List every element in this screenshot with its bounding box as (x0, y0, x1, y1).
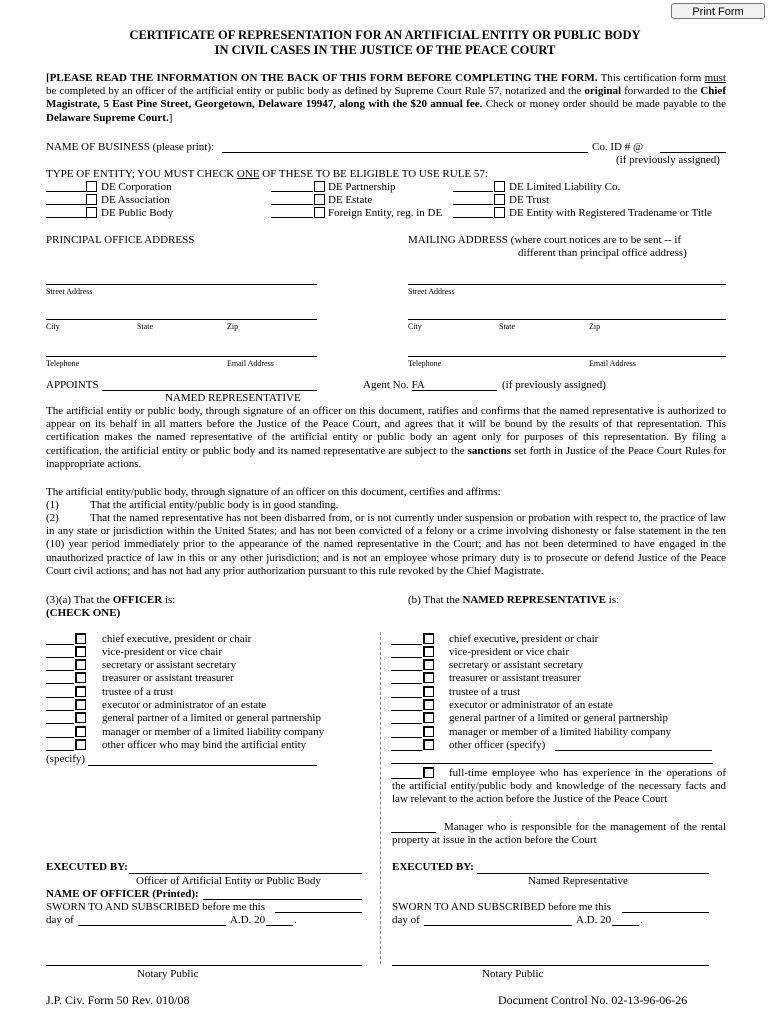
officer-checkbox[interactable] (75, 726, 86, 737)
officer-option-label: vice-president or vice chair (102, 646, 223, 658)
ad-right-label: A.D. 20 (576, 914, 612, 926)
business-name-label: NAME OF BUSINESS (please print): (46, 141, 215, 153)
entity-option-label: DE Partnership (328, 181, 396, 193)
period-left: . (294, 914, 297, 926)
officer-checkbox[interactable] (75, 659, 86, 670)
officer-option-label: executor or administrator of an estate (102, 699, 267, 711)
checkbox-de-estate[interactable] (314, 194, 325, 205)
name-of-officer-label: NAME OF OFFICER (Printed): (46, 888, 199, 900)
officer-option-label: manager or member of a limited liability company (102, 726, 325, 738)
company-id-label: Co. ID # @ (592, 141, 644, 153)
entity-option-label: DE Estate (328, 194, 373, 206)
checkbox-de-tradename[interactable] (494, 207, 505, 218)
period-right: . (640, 914, 643, 926)
officer-checkbox[interactable] (75, 672, 86, 683)
document-control-number: Document Control No. 02-13-96-06-26 (498, 993, 688, 1007)
instructions-paragraph: [PLEASE READ THE INFORMATION ON THE BACK OF THIS FORM BEFORE COMPLETING THE FORM. This certification form must be completed by an officer of the artificial entity or public body as defined by Supreme Court Rule 57, notarized and the original forwarded to the Chief Magistrate, 5 East Pine Street, Georgetown, Delaware 19947, along with the $20 annual fee. Check or money order should be made payable to the Delaware Supreme Court.] (46, 72, 726, 124)
company-id-field[interactable] (660, 152, 726, 153)
officer-option-label: chief executive, president or chair (102, 633, 252, 645)
notary-left-signature-field[interactable] (46, 965, 362, 966)
principal-office-heading: PRINCIPAL OFFICE ADDRESS (46, 234, 195, 246)
sworn-left-day-field[interactable] (275, 912, 362, 913)
notary-left-label: Notary Public (137, 968, 199, 980)
certify-1-text: That the artificial entity/public body is in good standing. (90, 499, 339, 511)
representative-specify-field[interactable] (555, 750, 712, 751)
month-right-field[interactable] (424, 925, 572, 926)
principal-city-label: City (46, 322, 60, 331)
ad-left-label: A.D. 20 (230, 914, 266, 926)
entity-option-label: DE Corporation (101, 181, 172, 193)
entity-option-label: Foreign Entity, reg. in DE (328, 207, 443, 219)
representative-checkbox[interactable] (423, 739, 434, 750)
checkbox-de-trust[interactable] (494, 194, 505, 205)
representative-option-label: trustee of a trust (449, 686, 521, 698)
print-form-button[interactable]: Print Form (671, 3, 765, 19)
mailing-address-note: different than principal office address) (518, 247, 687, 259)
representative-specify-field-2[interactable] (391, 763, 713, 764)
year-right-field[interactable] (612, 925, 639, 926)
certify-2-number: (2) (46, 512, 59, 524)
representative-heading: (b) That the NAMED REPRESENTATIVE is: (408, 594, 620, 606)
notary-right-label: Notary Public (482, 968, 544, 980)
column-divider (380, 632, 381, 964)
principal-email-label: Email Address (227, 359, 274, 368)
representative-option-label: general partner of a limited or general partnership (449, 712, 668, 724)
year-left-field[interactable] (266, 925, 293, 926)
company-id-note: (if previously assigned) (616, 154, 720, 166)
executed-by-officer-label: EXECUTED BY: (46, 861, 128, 873)
representative-checkbox[interactable] (423, 712, 434, 723)
officer-checkbox[interactable] (75, 739, 86, 750)
entity-option-label: DE Public Body (101, 207, 174, 219)
executed-by-representative-label: EXECUTED BY: (392, 861, 474, 873)
representative-option-label: manager or member of a limited liability company (449, 726, 672, 738)
agent-number-label: Agent No. FA (363, 379, 425, 391)
officer-option-label: other officer who may bind the artificial entity (102, 739, 307, 751)
checkbox-de-public-body[interactable] (86, 207, 97, 218)
mailing-state-label: State (499, 322, 515, 331)
representative-option-label: secretary or assistant secretary (449, 659, 584, 671)
entity-option-label: DE Limited Liability Co. (509, 181, 621, 193)
mailing-street-label: Street Address (408, 287, 455, 296)
checkbox-foreign-entity[interactable] (314, 207, 325, 218)
officer-option-label: trustee of a trust (102, 686, 174, 698)
manager-label: Manager who is responsible for the management of the rental property at issue in the action before the Court (392, 821, 726, 847)
officer-signature-caption: Officer of Artificial Entity or Public Body (136, 875, 321, 887)
officer-option-label: secretary or assistant secretary (102, 659, 237, 671)
fulltime-employee-label: full-time employee who has experience in the operations of the artificial entity/public body and knowledge of the necessary facts and law relevant to the action before the Justice of the Peace Court (392, 767, 726, 806)
representative-option-label: executor or administrator of an estate (449, 699, 614, 711)
representative-option-label: chief executive, president or chair (449, 633, 599, 645)
named-representative-caption: NAMED REPRESENTATIVE (165, 392, 301, 404)
certify-intro: The artificial entity/public body, through signature of an officer on this document, certifies and affirms: (46, 486, 501, 498)
officer-checkbox[interactable] (75, 686, 86, 697)
officer-option-label: general partner of a limited or general partnership (102, 712, 321, 724)
named-representative-field[interactable] (102, 390, 317, 391)
day-of-right-label: day of (392, 914, 420, 926)
mailing-telephone-label: Telephone (408, 359, 442, 368)
certify-2-text: That the named representative has not been disbarred from, or is not currently under suspension or probation with respect to, the practice of law in any state or jurisdiction within the United States; and has not been convicted of a felony or a crime involving dishonesty or false statement in the ten (10) year period immediately prior to the appearance of the named representative in the Court; and has not been determined to have engaged in the unauthorized practice of law in this or any other jurisdiction; and is not an employee whose primary duty is to prosecute or defend Justice of the Peace Court civil actions; and has not had any prior authorization pursuant to this rule revoked by the Chief Magistrate. (46, 512, 726, 577)
certify-1-number: (1) (46, 499, 59, 511)
sworn-left-label: SWORN TO AND SUBSCRIBED before me this (46, 901, 265, 913)
mailing-email-label: Email Address (589, 359, 636, 368)
representative-checkbox[interactable] (423, 726, 434, 737)
entity-option-label: DE Trust (509, 194, 550, 206)
mailing-phone-email-field[interactable] (408, 356, 726, 357)
checkbox-de-partnership[interactable] (314, 181, 325, 192)
officer-checkbox[interactable] (75, 712, 86, 723)
mailing-street-field[interactable] (408, 284, 726, 285)
entity-option-label: DE Association (101, 194, 170, 206)
representative-checkbox[interactable] (423, 686, 434, 697)
principal-phone-email-field[interactable] (46, 356, 317, 357)
mailing-address-heading: MAILING ADDRESS (where court notices are to be sent -- if (408, 234, 682, 246)
principal-state-label: State (137, 322, 153, 331)
officer-checkbox[interactable] (75, 699, 86, 710)
principal-zip-label: Zip (227, 322, 239, 331)
representative-checkbox[interactable] (423, 646, 434, 657)
officer-specify-label: (specify) (46, 753, 86, 765)
day-of-left-label: day of (46, 914, 74, 926)
mailing-city-label: City (408, 322, 422, 331)
checkbox-de-association[interactable] (86, 194, 97, 205)
form-title-line1: CERTIFICATE OF REPRESENTATION FOR AN ARTIFICIAL ENTITY OR PUBLIC BODY (129, 28, 641, 42)
ratification-paragraph: The artificial entity or public body, through signature of an officer on this document, ratifies and confirms that the named representative is authorized to appear on its behalf in all matters before the Justice of the Peace Court, and agrees that it will be bound by the results of that representation. This certification makes the named representative of the artificial entity or public body an agent only for purposes of this representation. By filing a certification, the artificial entity or public body and its named representative are subject to the sanctions set forth in Justice of the Peace Court Rules for inappropriate actions. (46, 405, 726, 470)
representative-signature-field[interactable] (477, 873, 709, 874)
principal-telephone-label: Telephone (46, 359, 80, 368)
officer-name-field[interactable] (203, 899, 362, 900)
entity-option-label: DE Entity with Registered Tradename or Title (509, 207, 712, 219)
representative-checkbox[interactable] (423, 659, 434, 670)
officer-checkbox[interactable] (75, 633, 86, 644)
appoints-label: APPOINTS (46, 379, 99, 391)
sworn-right-day-field[interactable] (622, 912, 709, 913)
representative-checkbox[interactable] (423, 699, 434, 710)
checkbox-de-corporation[interactable] (86, 181, 97, 192)
representative-checkbox[interactable] (423, 672, 434, 683)
checkbox-de-llc[interactable] (494, 181, 505, 192)
officer-signature-field[interactable] (129, 873, 362, 874)
form-title-line2: IN CIVIL CASES IN THE JUSTICE OF THE PEACE COURT (214, 43, 556, 57)
agent-number-field[interactable] (412, 390, 497, 391)
representative-checkbox[interactable] (423, 633, 434, 644)
mailing-city-state-zip-field[interactable] (408, 319, 726, 320)
principal-street-field[interactable] (46, 284, 317, 285)
representative-option-label: treasurer or assistant treasurer (449, 672, 581, 684)
mailing-zip-label: Zip (589, 322, 601, 331)
officer-checkbox[interactable] (75, 646, 86, 657)
business-name-field[interactable] (222, 152, 588, 153)
representative-signature-caption: Named Representative (528, 875, 628, 887)
entity-type-heading: TYPE OF ENTITY; YOU MUST CHECK ONE OF THESE TO BE ELIGIBLE TO USE RULE 57: (46, 168, 488, 180)
agent-number-note: (if previously assigned) (502, 379, 606, 391)
month-left-field[interactable] (78, 925, 226, 926)
principal-city-state-zip-field[interactable] (46, 319, 317, 320)
officer-specify-field[interactable] (88, 765, 317, 766)
notary-right-signature-field[interactable] (392, 965, 709, 966)
representative-option-label: other officer (specify) (449, 739, 546, 751)
check-one-label: (CHECK ONE) (46, 607, 121, 619)
officer-option-label: treasurer or assistant treasurer (102, 672, 234, 684)
officer-heading: (3)(a) That the OFFICER is: (46, 594, 176, 606)
sworn-right-label: SWORN TO AND SUBSCRIBED before me this (392, 901, 611, 913)
principal-street-label: Street Address (46, 287, 93, 296)
representative-option-label: vice-president or vice chair (449, 646, 570, 658)
form-number: J.P. Civ. Form 50 Rev. 010/08 (46, 993, 190, 1007)
